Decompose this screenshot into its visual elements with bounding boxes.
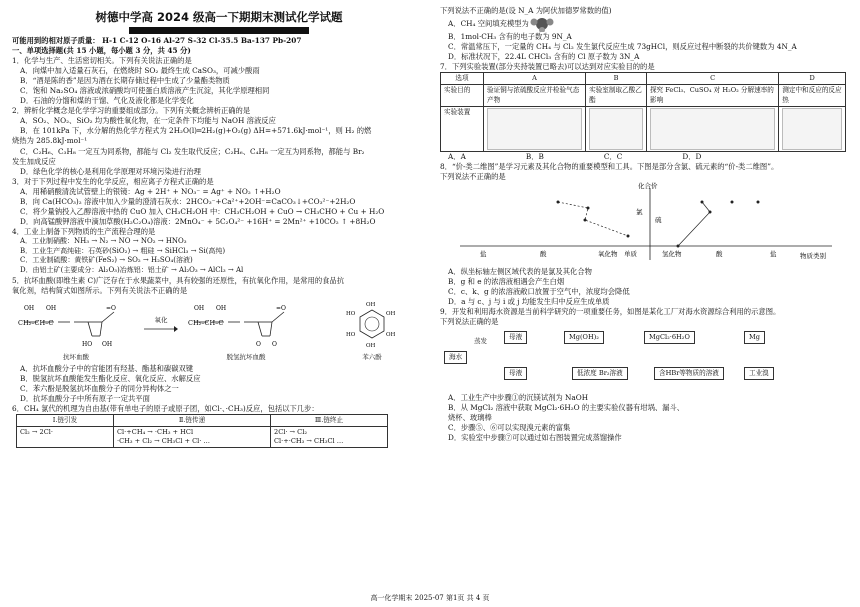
q7-options [440, 152, 850, 162]
svg-text:OH: OH [102, 340, 113, 348]
q9-option-c: C．步骤⑤、⑥可以实现溴元素的富集 [448, 423, 571, 433]
category-labels [480, 249, 777, 258]
node-evaporate: 蒸发 [474, 337, 487, 346]
q1-option-a: A．向煤中加入适量石灰石，在燃烧时 SO₂ 最终生成 CaSO₃，可减少酸雨 [20, 66, 260, 76]
node-hbr-solution: 含HBr等物质的溶液 [654, 367, 724, 380]
q7-option-d: D．D [682, 151, 702, 161]
node-mother-liquor: 母液 [504, 331, 527, 344]
q2-option-c-cont: 发生加成反应 [12, 156, 56, 166]
exam-title: 树德中学高 2024 级高一下期期末测试化学试题 [95, 10, 343, 24]
apparatus-d-figure [782, 108, 842, 150]
q7-stem: 7．下列实验装置(部分夹持装置已略去)可以达到对应实验目的的是 [440, 62, 655, 72]
svg-text:OH: OH [216, 304, 227, 312]
svg-text:CH₂–CH–C: CH₂–CH–C [188, 318, 224, 327]
q6-propagation-cell [114, 427, 271, 448]
q7-option-c: C．C [603, 151, 623, 161]
q6r-option-a-row [440, 16, 850, 32]
benzenehexol-structure [344, 298, 400, 350]
q6r-option-c: C．常温常压下，一定量的 CH₄ 与 Cl₂ 发生氯代反应生成 73gHCl，则反应过程中断裂的共价键数为 4N_A [448, 42, 797, 52]
category-label: 盐 [770, 249, 777, 258]
svg-text:HO: HO [82, 340, 93, 348]
q2-option-b: B．在 101kPa 下，水分解的热化学方程式为 2H₂O(l)═2H₂(g)+O₂(g) ΔH=+571.6kJ·mol⁻¹，则 H₂ 的燃 [20, 126, 372, 136]
valence-class-diagram [440, 182, 840, 264]
q7-row-apparatus: 实验装置 [441, 106, 484, 151]
q5-stem: 5．抗坏血酸(即维生素 C)广泛存在于水果蔬菜中，具有较强的还原性，有抗氧化作用，是常用的食品抗 [12, 275, 345, 285]
category-label: 单质 [624, 249, 637, 258]
methane-model-icon [529, 16, 555, 32]
svg-text:CH₂–CH–C: CH₂–CH–C [18, 318, 54, 327]
q4-option-b: B．工业生产高纯硅：石英砂(SiO₂) → 粗硅 → SiHCl₃ → Si(高纯) [20, 246, 226, 255]
node-seawater: 海水 [444, 351, 467, 364]
svg-text:O: O [256, 340, 261, 348]
category-label: 盐 [480, 249, 487, 258]
q3-stem: 3．对于下列过程中发生的化学反应，相应离子方程式正确的是 [12, 176, 214, 186]
q5-stem-cont: 氧化剂，结构简式如图所示。下列有关说法不正确的是 [12, 285, 188, 295]
x-axis-label: 物质类别 [800, 251, 826, 260]
q2-option-d: D．绿色化学的核心是利用化学原理对环境污染进行治理 [20, 166, 201, 176]
benzenehexol-label: 苯六酚 [362, 352, 382, 361]
category-label: 酸 [716, 249, 723, 258]
q1-option-d: D．石油的分馏和煤的干馏、气化及液化都是化学变化 [20, 96, 194, 106]
s-trend-line [678, 202, 710, 246]
left-column [12, 6, 426, 448]
arrow-icon [144, 325, 178, 333]
category-label: 氢化物 [662, 249, 682, 258]
q7-aim-d: 测定中和反应的反应热 [779, 85, 846, 106]
q6r-option-d: D．标准状况下，22.4L CHCl₃ 含有的 Cl 原子数为 3N_A [448, 52, 640, 62]
q9-option-d: D．实验室中步骤⑦可以通过如右图装置完成蒸馏操作 [448, 433, 622, 443]
y-axis-label: 化合价 [638, 181, 658, 190]
q7-head-b: B [586, 73, 647, 85]
redaction-bar [129, 27, 309, 34]
oxidation-arrow [144, 298, 178, 336]
svg-text:OH: OH [46, 304, 57, 312]
q7-head-option: 选项 [441, 73, 484, 85]
node-mother-liquor-2: 母液 [504, 367, 527, 380]
svg-text:OH: OH [366, 342, 376, 349]
s-side-label: 硫 [655, 215, 662, 224]
q8-option-b: B．g 和 e 的浓溶液相遇会产生白烟 [448, 276, 565, 286]
right-column [440, 6, 850, 444]
q7-aim-a: 验证铜与浓硫酸反应并检验气态产物 [484, 85, 586, 106]
dehydroascorbic-label: 脱氢抗坏血酸 [226, 352, 266, 361]
svg-text:OH: OH [366, 301, 376, 308]
svg-text:=O: =O [276, 304, 286, 312]
node-low-br2: 低浓度 Br₂溶液 [572, 367, 628, 380]
q5-option-a: A．抗坏血酸分子中的官能团有羟基、酯基和碳碳双键 [20, 363, 194, 373]
seawater-flowchart [444, 329, 850, 391]
q4-option-c: C．工业制硫酸：黄铁矿(FeS₂) → SO₂ → H₂SO₄(溶液) [20, 256, 193, 265]
q7-apparatus-a [484, 106, 586, 151]
svg-text:OH: OH [24, 304, 35, 312]
q8-option-c: C．c、k、g 的浓溶液敞口放置于空气中，浓度均会降低 [448, 286, 630, 296]
q7-head-d: D [779, 73, 846, 85]
section-heading: 一、单项选择题(共 15 小题，每小题 3 分，共 45 分) [12, 45, 191, 55]
dehydroascorbic-figure [186, 298, 306, 362]
svg-text:OH: OH [386, 310, 396, 317]
svg-text:HO: HO [346, 331, 356, 338]
q7-head-a: A [484, 73, 586, 85]
q8-option-a: A．纵坐标轴左侧区域代表的是氯及其化合物 [448, 266, 592, 276]
q6-head-termination: Ⅲ.链终止 [271, 415, 388, 427]
q3-option-b: B．向 Ca(HCO₃)₂ 溶液中加入少量的澄清石灰水：2HCO₃⁻+Ca²⁺+2OH⁻=CaCO₃↓+CO₃²⁻+2H₂O [20, 196, 356, 206]
q2-option-c: C．C₂H₆、C₃H₈ 一定互为同系物，都能与 Cl₂ 发生取代反应；C₂H₆、C₄H₈ 一定互为同系物，都能与 Br₂ [20, 146, 365, 156]
q1-stem: 1．化学与生产、生活密切相关。下列有关说法正确的是 [12, 55, 192, 65]
q9-option-b: B．从 MgCl₂ 溶液中获取 MgCl₂·6H₂O 的主要实验仪器有坩埚、漏斗、 [448, 403, 685, 413]
svg-text:O: O [272, 340, 277, 348]
category-label: 酸 [540, 249, 547, 258]
q6-termination-eq1: 2Cl· → Cl₂ [274, 428, 307, 437]
q7-aim-c: 探究 FeCl₃、CuSO₄ 对 H₂O₂ 分解速率的影响 [646, 85, 778, 106]
q6-propagation-eq2: ·CH₃ + Cl₂ → CH₃Cl + Cl· … [117, 437, 211, 446]
point-e [731, 200, 734, 203]
q8-stem-cont: 下列说法不正确的是 [440, 171, 506, 181]
q8-option-d: D．a 与 c、j 与 i 或 j 均能发生归中反应生成单质 [448, 297, 610, 307]
q3-option-d: D．向高锰酸钾溶液中滴加草酸(H₂C₂O₄)溶液：2MnO₄⁻ + 5C₂O₄²⁻ +16H⁺ = 2Mn²⁺ +10CO₂ ↑ +8H₂O [20, 216, 376, 226]
point-f [757, 200, 760, 203]
node-industrial-br: 工业溴 [744, 367, 774, 380]
q6-initiation-eq: Cl₂ → 2Cl· [17, 427, 114, 448]
q2-option-a: A．SO₂、NO₂、SiO₂ 均为酸性氧化物，在一定条件下均能与 NaOH 溶液反应 [20, 116, 276, 126]
q7-table [440, 72, 846, 151]
q7-row-aim: 实验目的 [441, 85, 484, 106]
q6r-option-b: B．1mol·CH₃ 含有的电子数为 9N_A [448, 32, 572, 42]
q6-termination-cell [271, 427, 388, 448]
q6-mechanism-table [16, 414, 388, 448]
ascorbic-acid-figure [16, 298, 136, 362]
q7-option-b: B．B [525, 151, 544, 161]
cl-side-label: 氯 [636, 207, 643, 216]
category-label: 氧化物 [598, 249, 618, 258]
q4-option-d: D．由铝土矿(主要成分：Al₂O₃)冶炼铝：铝土矿 → Al₂O₃ → AlCl₃ → Al [20, 266, 244, 275]
q7-apparatus-d [779, 106, 846, 151]
q7-apparatus-c [646, 106, 778, 151]
q9-option-a: A．工业生产中步骤①的沉镁试剂为 NaOH [448, 393, 589, 403]
q6r-stem: 下列说法不正确的是(设 N_A 为阿伏加德罗常数的值) [440, 6, 612, 15]
q3-option-a: A．用稀硝酸清洗试管壁上的银镜：Ag + 2H⁺ + NO₃⁻ = Ag⁺ + NO₂ ↑+H₂O [20, 186, 281, 196]
q8-stem: 8．“价-类二维图”是学习元素及其化合物的重要模型和工具。下图是部分含氯、硫元素的“价-类二维图”。 [440, 161, 779, 171]
node-mg: Mg [744, 331, 765, 344]
benzenehexol-figure [344, 298, 400, 362]
svg-text:OH: OH [386, 331, 396, 338]
apparatus-b-figure [589, 108, 643, 150]
q5-option-c: C．苯六酚是脱氢抗坏血酸分子的同分异构体之一 [20, 384, 179, 394]
q7-apparatus-b [586, 106, 647, 151]
q4-stem: 4．工业上制备下列物质的生产流程合理的是 [12, 227, 156, 237]
q1-option-b: B．“酒是陈的香”是因为酒在长期存储过程中生成了少量酯类物质 [20, 76, 230, 86]
svg-text:=O: =O [106, 304, 116, 312]
q7-aim-b: 实验室制取乙酸乙酯 [586, 85, 647, 106]
atomic-masses: 可能用到的相对原子质量： H-1 C-12 O-16 Al-27 S-32 Cl-35.5 Ba-137 Pb-207 [12, 35, 302, 45]
q7-head-c: C [646, 73, 778, 85]
q2-stem: 2．辨析化学概念是化学学习的重要组成部分。下列有关概念辨析正确的是 [12, 106, 251, 116]
svg-text:OH: OH [194, 304, 205, 312]
q3-option-c: C．将少量钠投入乙醇溶液中热的 CuO 加入 CH₃CH₂OH 中：CH₃CH₂OH + CuO → CH₃CHO + Cu + H₂O [20, 206, 385, 216]
q4-option-a: A．工业制硝酸：NH₃ → N₂ → NO → NO₂ → HNO₃ [20, 237, 187, 246]
q6-stem: 6．CH₄ 氯代的机理为自由基(带有单电子的原子或原子团，如Cl·、·CH₃)反应，包括以下几步： [12, 404, 319, 414]
q5-structures [16, 298, 426, 362]
q6-head-propagation: Ⅱ.链传递 [114, 415, 271, 427]
q9-stem: 9．开发和利用海水资源是当前科学研究的一项重要任务，如图是某化工厂对海水资源综合利用的示意图。 [440, 307, 781, 317]
oxidation-label: 氧化 [154, 315, 168, 324]
q1-option-c: C．饱和 Na₂SO₄ 溶液或浓硝酸均可使蛋白质溶液产生沉淀，其化学原理相同 [20, 86, 270, 96]
apparatus-c-figure [650, 108, 775, 150]
dehydroascorbic-structure [186, 298, 306, 350]
page-footer: 高一化学期末 2025-07 第1页 共 4 页 [370, 594, 490, 603]
q2-option-b-cont: 烧热为 285.8kJ·mol⁻¹ [12, 136, 88, 146]
q7-option-a: A．A [448, 151, 466, 161]
cl-trend-line [558, 202, 628, 236]
q5-option-d: D．抗坏血酸分子中所有原子一定共平面 [20, 394, 150, 404]
svg-text:HO: HO [346, 310, 356, 317]
q9-stem-cont: 下列说法正确的是 [440, 317, 499, 327]
ascorbic-acid-structure [16, 298, 136, 350]
q6r-option-a: A．CH₄ 空间填充模型为 [448, 19, 529, 29]
q6-head-initiation: Ⅰ.链引发 [17, 415, 114, 427]
node-mgcl2: MgCl₂·6H₂O [644, 331, 695, 344]
apparatus-a-figure [487, 108, 582, 150]
q6-termination-eq2: Cl·+·CH₃ → CH₃Cl … [274, 437, 344, 446]
q6-propagation-eq1: Cl·+CH₄ → ·CH₃ + HCl [117, 428, 194, 437]
node-mgoh2: Mg(OH)₂ [564, 331, 604, 344]
q5-option-b: B．脱氢抗坏血酸能发生酯化反应、氧化反应、水解反应 [20, 373, 201, 383]
ascorbic-acid-label: 抗坏血酸 [63, 352, 89, 361]
q9-option-b-cont: 烧杯、玻璃棒 [448, 413, 492, 423]
